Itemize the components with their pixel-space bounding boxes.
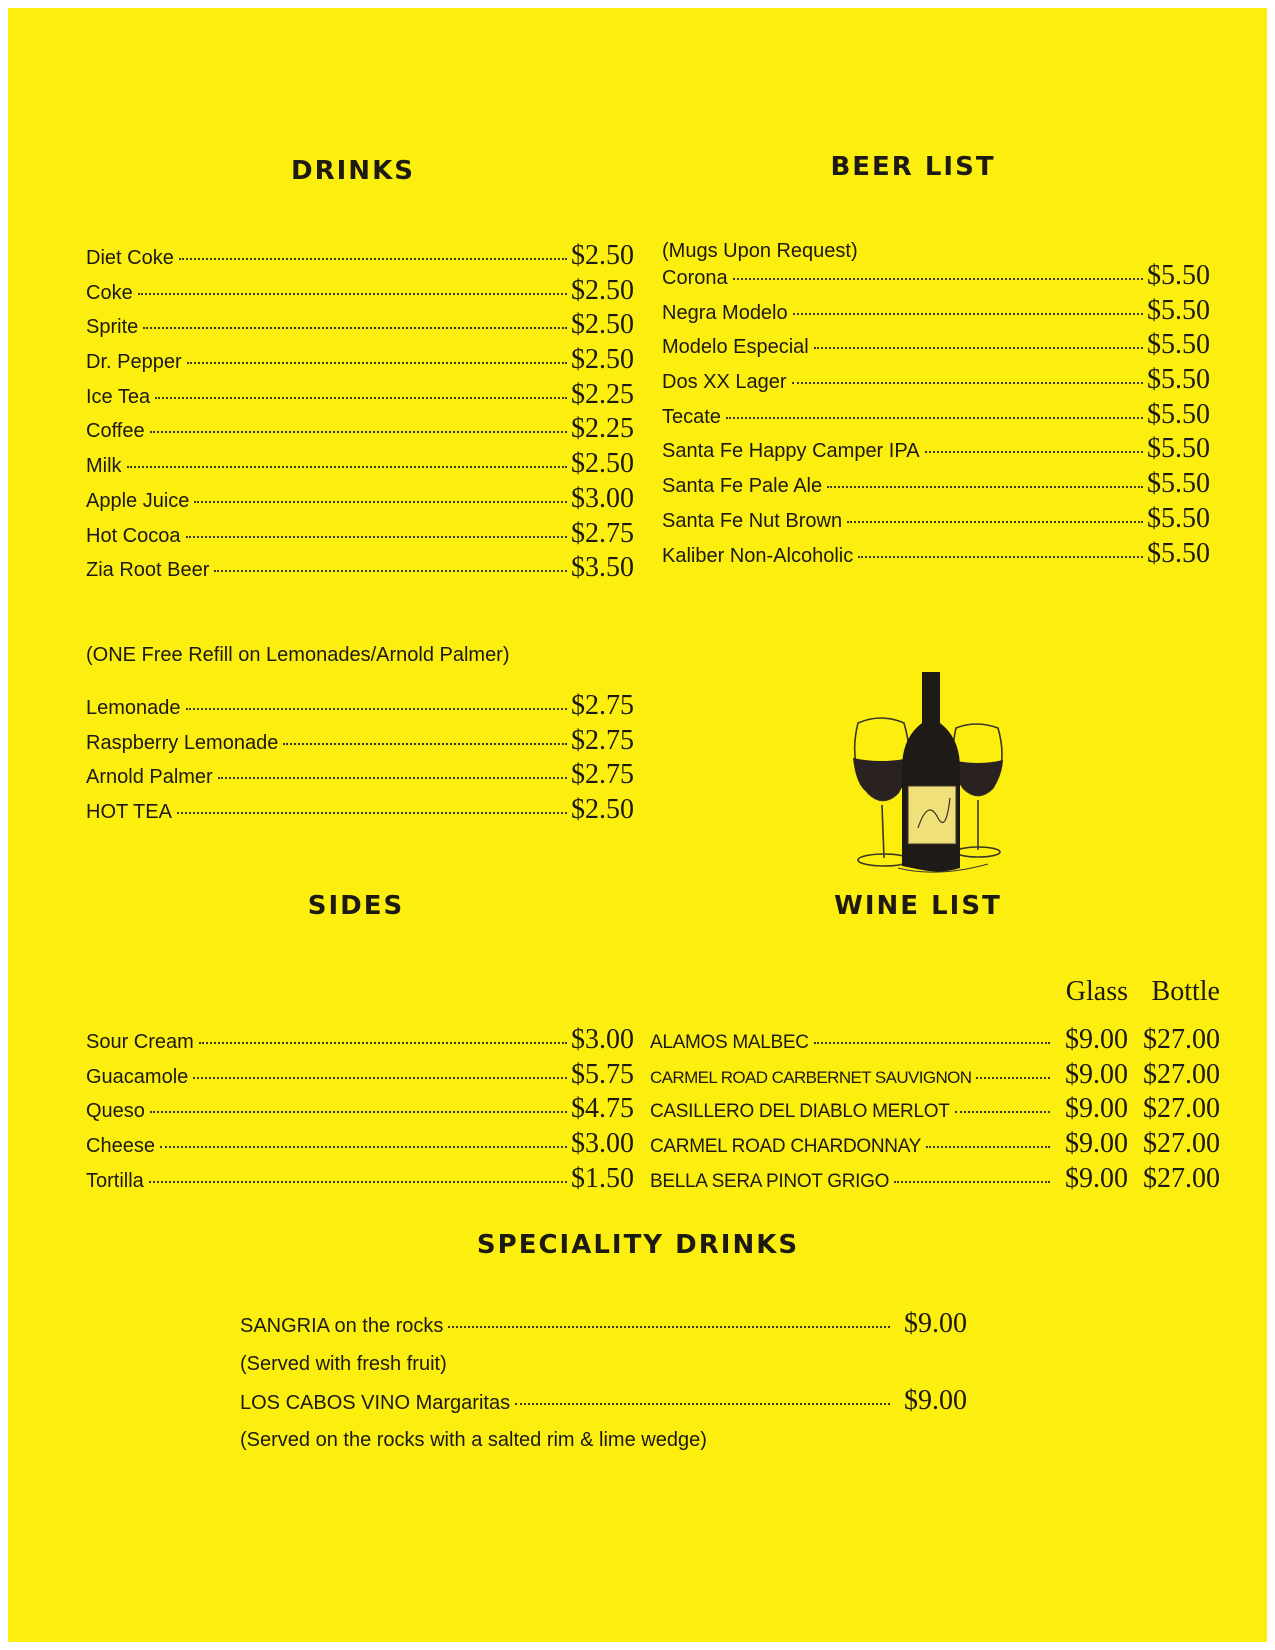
bottle-price: $27.00 — [1143, 1058, 1220, 1090]
item-price: $1.50 — [571, 1162, 634, 1194]
menu-item — [86, 309, 634, 344]
dot-leader — [515, 1403, 890, 1405]
item-name: Santa Fe Nut Brown — [662, 509, 843, 532]
item-price: $2.25 — [571, 413, 634, 445]
item-price: $9.00 — [904, 1308, 967, 1339]
item-name: Negra Modelo — [662, 301, 788, 324]
menu-item — [662, 538, 1210, 573]
dot-leader — [858, 556, 1143, 558]
item-name: HOT TEA — [86, 801, 172, 824]
item-name: Guacamole — [86, 1065, 189, 1088]
mugs-note: (Mugs Upon Request) — [662, 240, 858, 262]
item-name: Hot Cocoa — [86, 524, 181, 547]
item-price: $2.50 — [571, 274, 634, 306]
item-name: Corona — [662, 267, 728, 289]
menu-item — [662, 399, 1210, 434]
speciality-drinks-heading: SPECIALITY DRINKS — [476, 1230, 800, 1260]
item-price: $2.25 — [571, 378, 634, 410]
menu-item — [86, 794, 634, 829]
dot-leader — [138, 293, 567, 295]
dot-leader — [127, 466, 567, 468]
item-price: $5.75 — [571, 1058, 634, 1090]
item-price: $5.50 — [1147, 329, 1210, 361]
menu-item — [650, 1128, 1220, 1163]
wine-bottle-and-glasses-icon — [838, 668, 1028, 878]
item-name: Milk — [86, 455, 122, 478]
item-name: Raspberry Lemonade — [86, 731, 279, 754]
dot-leader — [150, 1111, 567, 1113]
wine-list-heading: WINE LIST — [834, 891, 1002, 921]
speciality-list — [240, 1308, 984, 1461]
item-name: Tecate — [662, 405, 721, 428]
glass-column-header: Glass — [1065, 976, 1128, 1007]
item-name: Coffee — [86, 420, 145, 443]
item-name: Arnold Palmer — [86, 766, 213, 789]
glass-price: $9.00 — [1065, 1024, 1128, 1055]
dot-leader — [186, 708, 567, 710]
dot-leader — [283, 743, 567, 745]
item-price: $5.50 — [1147, 433, 1210, 465]
dot-leader — [150, 431, 567, 433]
item-price: $2.50 — [571, 309, 634, 341]
item-name: Apple Juice — [86, 489, 190, 512]
item-price: $3.00 — [571, 1128, 634, 1160]
item-price: $2.75 — [571, 724, 634, 756]
item-name: Dos XX Lager — [662, 371, 787, 394]
dot-leader — [177, 812, 567, 814]
menu-item — [86, 275, 634, 310]
dot-leader — [179, 258, 567, 260]
item-price: $5.50 — [1147, 468, 1210, 500]
item-name: LOS CABOS VINO Margaritas — [240, 1391, 511, 1414]
sides-list — [86, 1024, 634, 1197]
lemonade-list — [86, 690, 634, 829]
dot-leader — [149, 1181, 567, 1183]
dot-leader — [847, 521, 1143, 523]
menu-item — [86, 725, 634, 760]
item-name: Lemonade — [86, 697, 181, 719]
dot-leader — [194, 501, 567, 503]
menu-item — [650, 1024, 1220, 1059]
item-price: $4.75 — [571, 1093, 634, 1125]
menu-item — [86, 344, 634, 379]
item-price: $2.75 — [571, 517, 634, 549]
menu-item — [86, 240, 634, 275]
bottle-price: $27.00 — [1143, 1162, 1220, 1194]
menu-item — [86, 1128, 634, 1163]
menu-item — [86, 1024, 634, 1059]
menu-item — [86, 1163, 634, 1198]
item-price: $5.50 — [1147, 537, 1210, 569]
item-name: ALAMOS MALBEC — [650, 1032, 809, 1053]
item-name: Tortilla — [86, 1169, 144, 1192]
item-name: Dr. Pepper — [86, 351, 182, 374]
sides-heading: SIDES — [307, 891, 405, 921]
menu-item — [86, 448, 634, 483]
item-price: $2.50 — [571, 448, 634, 480]
menu-item — [86, 518, 634, 553]
item-name: Modelo Especial — [662, 336, 809, 359]
item-name: Sour Cream — [86, 1031, 194, 1053]
dot-leader — [926, 1146, 1050, 1148]
menu-item — [86, 413, 634, 448]
item-price: $5.50 — [1147, 398, 1210, 430]
lemonade-refill-note: (ONE Free Refill on Lemonades/Arnold Palmer) — [86, 644, 510, 666]
item-name: CARMEL ROAD CARBERNET SAUVIGNON — [650, 1067, 972, 1087]
menu-item — [240, 1385, 984, 1420]
menu-item — [662, 295, 1210, 330]
dot-leader — [187, 362, 567, 364]
item-price: $5.50 — [1147, 364, 1210, 396]
item-price: $2.75 — [571, 690, 634, 721]
dot-leader — [894, 1181, 1050, 1183]
item-price: $9.00 — [904, 1384, 967, 1416]
item-name: CASILLERO DEL DIABLO MERLOT — [650, 1101, 950, 1123]
menu-item — [662, 364, 1210, 399]
menu-item — [662, 433, 1210, 468]
menu-item — [86, 690, 634, 725]
dot-leader — [814, 347, 1143, 349]
dot-leader — [814, 1042, 1050, 1044]
item-note: (Served on the rocks with a salted rim & lime wedge) — [240, 1429, 707, 1452]
item-name: Santa Fe Pale Ale — [662, 475, 823, 498]
dot-leader — [143, 327, 567, 329]
dot-leader — [733, 278, 1143, 280]
item-name: Diet Coke — [86, 247, 174, 269]
dot-leader — [925, 451, 1143, 453]
dot-leader — [199, 1042, 567, 1044]
item-name: Zia Root Beer — [86, 559, 210, 582]
menu-item — [86, 1059, 634, 1094]
dot-leader — [160, 1146, 567, 1148]
item-price: $2.50 — [571, 240, 634, 271]
item-price: $5.50 — [1147, 502, 1210, 534]
beer-list-heading: BEER LIST — [830, 152, 996, 182]
item-price: $3.00 — [571, 1024, 634, 1055]
menu-item — [650, 1059, 1220, 1094]
item-note: (Served with fresh fruit) — [240, 1352, 447, 1375]
glass-price: $9.00 — [1065, 1093, 1128, 1125]
item-price: $2.75 — [571, 759, 634, 791]
glass-price: $9.00 — [1065, 1128, 1128, 1160]
wine-column-headers — [650, 976, 1220, 1008]
menu-item — [86, 379, 634, 414]
dot-leader — [793, 313, 1143, 315]
menu-item — [86, 759, 634, 794]
bottle-price: $27.00 — [1143, 1024, 1220, 1055]
item-name: Santa Fe Happy Camper IPA — [662, 440, 920, 463]
menu-item — [86, 483, 634, 518]
dot-leader — [218, 777, 567, 779]
menu-item — [662, 329, 1210, 364]
item-name: BELLA SERA PINOT GRIGO — [650, 1170, 890, 1192]
glass-price: $9.00 — [1065, 1162, 1128, 1194]
dot-leader — [186, 536, 568, 538]
wine-list — [650, 1024, 1220, 1197]
item-price: $5.50 — [1147, 294, 1210, 326]
item-price: $2.50 — [571, 794, 634, 826]
beer-list — [662, 260, 1210, 572]
dot-leader — [792, 382, 1143, 384]
menu-item — [662, 503, 1210, 538]
item-name: Coke — [86, 281, 133, 304]
menu-item — [662, 468, 1210, 503]
menu-item — [650, 1163, 1220, 1198]
bottle-column-header: Bottle — [1151, 976, 1220, 1007]
item-price: $2.50 — [571, 344, 634, 376]
dot-leader — [155, 397, 567, 399]
menu-item — [86, 552, 634, 587]
dot-leader — [827, 486, 1143, 488]
glass-price: $9.00 — [1065, 1058, 1128, 1090]
item-name: Ice Tea — [86, 385, 151, 408]
dot-leader — [726, 417, 1143, 419]
bottle-price: $27.00 — [1143, 1093, 1220, 1125]
item-price: $3.00 — [571, 482, 634, 514]
dot-leader — [976, 1077, 1050, 1079]
dot-leader — [955, 1111, 1050, 1113]
item-name: Queso — [86, 1100, 145, 1123]
dot-leader — [193, 1077, 567, 1079]
menu-item — [240, 1308, 984, 1343]
drinks-list — [86, 240, 634, 587]
item-name: Sprite — [86, 316, 139, 339]
drinks-heading: DRINKS — [291, 156, 415, 186]
item-name: CARMEL ROAD CHARDONNAY — [650, 1136, 922, 1158]
dot-leader — [448, 1326, 890, 1328]
menu-item — [650, 1093, 1220, 1128]
item-name: Cheese — [86, 1135, 155, 1158]
menu-item — [662, 260, 1210, 295]
menu-page — [8, 8, 1267, 1642]
menu-item — [86, 1093, 634, 1128]
item-name: Kaliber Non-Alcoholic — [662, 544, 854, 567]
bottle-price: $27.00 — [1143, 1128, 1220, 1160]
item-price: $3.50 — [571, 552, 634, 584]
item-price: $5.50 — [1147, 260, 1210, 291]
dot-leader — [214, 570, 567, 572]
item-name: SANGRIA on the rocks — [240, 1315, 444, 1337]
